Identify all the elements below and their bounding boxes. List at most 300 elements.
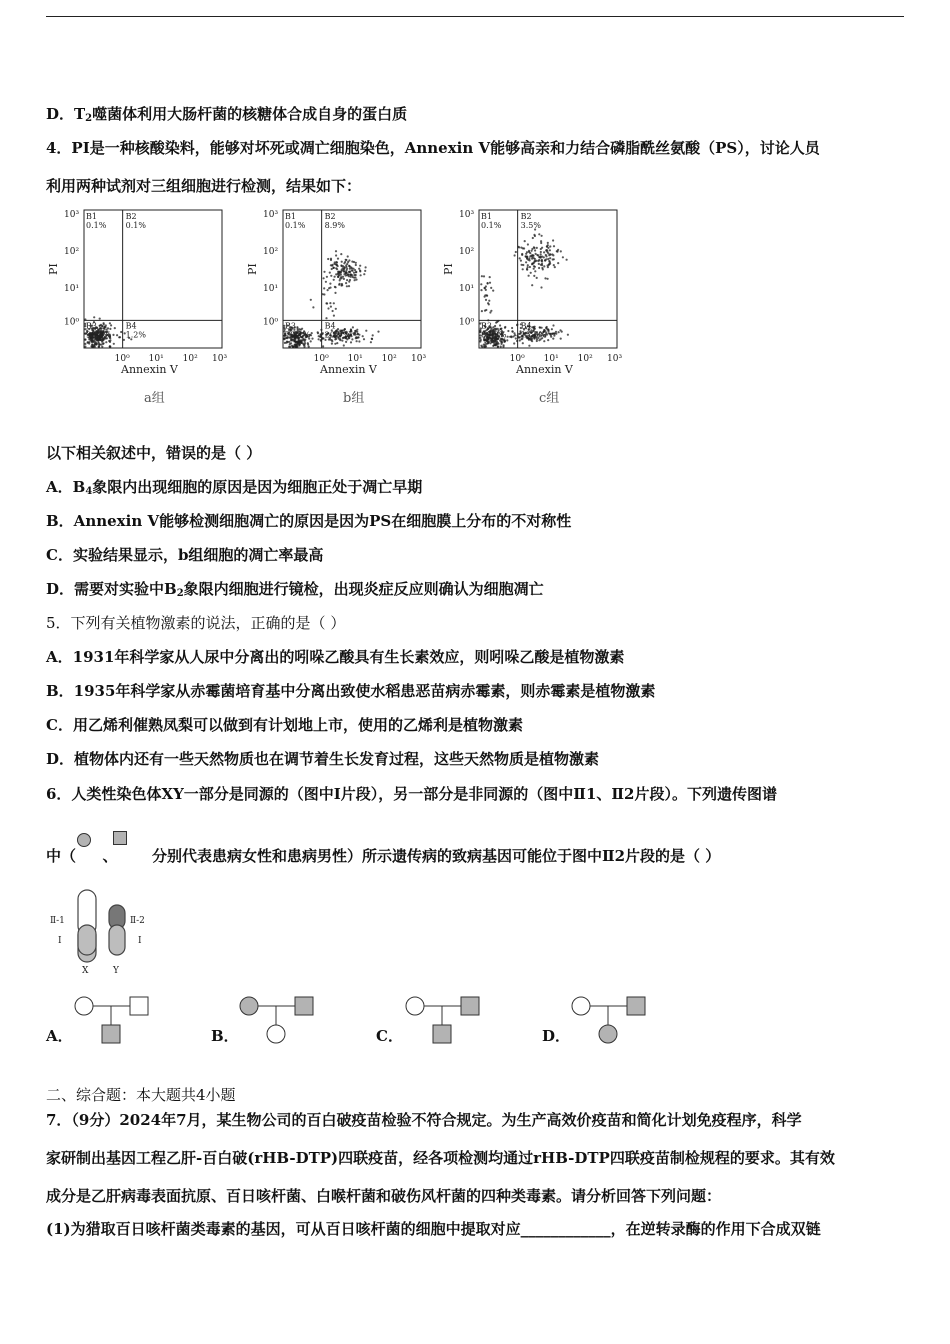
quadrant-b2-label: B2 [520, 212, 532, 221]
data-point [98, 342, 100, 344]
q4-stem: 以下相关叙述中，错误的是（ ） [46, 444, 262, 462]
data-point [346, 274, 348, 276]
data-point [540, 286, 542, 288]
pedigree-a [72, 994, 152, 1046]
data-point [105, 341, 107, 343]
data-point [337, 258, 339, 260]
label-y: Y [113, 966, 119, 976]
data-point [538, 233, 540, 235]
quadrant-b3-label: B3 [481, 321, 492, 331]
data-point [329, 302, 331, 304]
data-point [296, 343, 298, 345]
plot-caption: a组 [144, 391, 165, 406]
data-point [519, 339, 521, 341]
y-chromosome [109, 905, 125, 955]
quadrant-b3-value: 80.9% [481, 330, 507, 340]
q5-option-b: B．1935年科学家从赤霉菌培育基中分离出致使水稻患恶苗病赤霉素，则赤霉素是植物激素 [46, 682, 656, 700]
data-point [550, 336, 552, 338]
data-point [557, 262, 559, 264]
x-tick-label: 10⁰ [313, 354, 329, 364]
quadrant-b1-label: B1 [86, 212, 97, 221]
y-axis-label: PI [442, 263, 455, 275]
pedigree-option-d-label: D． [542, 1027, 571, 1045]
data-point [354, 279, 356, 281]
data-point [352, 332, 354, 334]
q6-line-1: 6．人类性染色体XY一部分是同源的（图中Ⅰ片段），另一部分是非同源的（图中Ⅱ1、Ⅱ2片段）。下列遗传图谱 [46, 785, 777, 803]
affected-male-symbol-icon [112, 830, 128, 846]
q7-line-4: (1)为猎取百日咳杆菌类毒素的基因，可从百日咳杆菌的细胞中提取对应____________，在逆转录酶的作用下合成双链 [46, 1220, 821, 1238]
x-axis-label: Annexin V [320, 363, 377, 376]
data-point [529, 252, 531, 254]
data-point [344, 261, 346, 263]
data-point [485, 339, 487, 341]
data-point [538, 339, 540, 341]
y-tick-label: 10³ [263, 210, 279, 220]
data-point [343, 268, 345, 270]
data-point [547, 339, 549, 341]
data-point [511, 336, 513, 338]
data-point [323, 287, 325, 289]
data-point [547, 252, 549, 254]
x-tick-label: 10² [381, 354, 397, 364]
data-point [488, 300, 490, 302]
data-point [341, 277, 343, 279]
data-point [552, 258, 554, 260]
data-point [547, 258, 549, 260]
data-point [355, 262, 357, 264]
data-point [338, 284, 340, 286]
data-point [545, 255, 547, 257]
quadrant-b4-value: 15.5% [520, 330, 547, 340]
data-point [480, 283, 482, 285]
data-point [541, 263, 543, 265]
label-II-1: Ⅱ-1 [50, 916, 65, 926]
data-point [339, 271, 341, 273]
data-point [514, 254, 516, 256]
data-point [290, 342, 292, 344]
q7-line-1: 7．（9分）2024年7月，某生物公司的百白破疫苗检验不符合规定。为生产高效价疫苗和简化计划免疫程序，科学 [46, 1111, 802, 1129]
data-point [552, 239, 554, 241]
data-point [312, 306, 314, 308]
data-point [333, 315, 335, 317]
data-point [349, 268, 351, 270]
data-point [100, 343, 102, 345]
data-point [84, 343, 86, 345]
data-point [484, 339, 486, 341]
top-rule [46, 16, 904, 17]
q4-line-1: 4．PI是一种核酸染料，能够对坏死或凋亡细胞染色，Annexin V能够高亲和力结合磷脂酰丝氨酸（PS），讨论人员 [46, 139, 820, 157]
data-point [335, 308, 337, 310]
data-point [484, 296, 486, 298]
data-point [365, 330, 367, 332]
data-point [345, 259, 347, 261]
data-point [93, 316, 95, 318]
data-point [542, 268, 544, 270]
data-point [526, 268, 528, 270]
data-point [352, 326, 354, 328]
data-point [556, 251, 558, 253]
data-point [348, 259, 350, 261]
data-point [553, 335, 555, 337]
data-point [547, 278, 549, 280]
data-point [103, 327, 105, 329]
data-point [530, 272, 532, 274]
data-point [300, 341, 302, 343]
data-point [551, 253, 553, 255]
quadrant-b2-value: 0.1% [125, 221, 146, 230]
data-point [327, 307, 329, 309]
q4-option-b: B．Annexin V能够检测细胞凋亡的原因是因为PS在细胞膜上分布的不对称性 [46, 512, 572, 530]
data-point [358, 334, 360, 336]
x-tick-label: 10¹ [543, 354, 559, 364]
data-point [343, 270, 345, 272]
y-axis-label: PI [246, 263, 259, 275]
y-tick-label: 10² [64, 247, 80, 257]
data-point [534, 258, 536, 260]
data-point [107, 327, 109, 329]
q7-line-2: 家研制出基因工程乙肝-百白破(rHB-DTP)四联疫苗，经各项检测均通过rHB-DTP四联疫苗制检规程的要求。其有效 [46, 1149, 835, 1167]
data-point [507, 330, 509, 332]
data-point [341, 261, 343, 263]
data-point [531, 340, 533, 342]
data-point [363, 273, 365, 275]
data-point [495, 343, 497, 345]
data-point [110, 324, 112, 326]
data-point [310, 340, 312, 342]
y-tick-label: 10⁰ [64, 317, 80, 328]
pedigree-c [403, 994, 483, 1046]
data-point [337, 276, 339, 278]
pedigree-option-a-label: A． [46, 1027, 73, 1045]
data-point [332, 310, 334, 312]
data-point [485, 289, 487, 291]
data-point [362, 335, 364, 337]
flow-plot-c [442, 210, 622, 406]
data-point [515, 251, 517, 253]
data-point [555, 331, 557, 333]
data-point [529, 255, 531, 257]
data-point [525, 253, 527, 255]
data-point [335, 250, 337, 252]
data-point [522, 342, 524, 344]
data-point [351, 338, 353, 340]
data-point [372, 334, 374, 336]
data-point [109, 322, 111, 324]
data-point [525, 261, 527, 263]
data-point [507, 336, 509, 338]
data-point [365, 266, 367, 268]
quadrant-b3-value: 98.6% [86, 330, 112, 340]
data-point [549, 257, 551, 259]
data-point [511, 330, 513, 332]
data-point [335, 254, 337, 256]
data-point [522, 268, 524, 270]
data-point [346, 279, 348, 281]
data-point [360, 274, 362, 276]
data-point [99, 325, 101, 327]
data-point [562, 256, 564, 258]
data-point [343, 344, 345, 346]
data-point [377, 331, 379, 333]
data-point [533, 246, 535, 248]
data-point [323, 271, 325, 273]
data-point [345, 269, 347, 271]
data-point [533, 275, 535, 277]
data-point [551, 328, 553, 330]
data-point [304, 340, 306, 342]
data-point [534, 270, 536, 272]
data-point [513, 342, 515, 344]
section-2-heading: 二、综合题：本大题共4小题 [46, 1086, 236, 1104]
quadrant-b4-label: B4 [125, 321, 137, 331]
data-point [540, 251, 542, 253]
data-point [88, 342, 90, 344]
data-point [524, 240, 526, 242]
data-point [349, 279, 351, 281]
data-point [334, 292, 336, 294]
data-point [531, 248, 533, 250]
data-point [522, 247, 524, 249]
data-point [540, 242, 542, 244]
option-d-previous: D．$T_2$噬菌体利用大肠杆菌的核糖体合成自身的蛋白质 [46, 105, 408, 124]
data-point [334, 343, 336, 345]
plot-caption: c组 [539, 391, 560, 406]
data-point [327, 289, 329, 291]
q5-stem: 5．下列有关植物激素的说法，正确的是（ ） [46, 614, 346, 632]
flow-cytometry-figure [46, 205, 646, 420]
data-point [333, 263, 335, 265]
data-point [349, 271, 351, 273]
quadrant-b1-value: 0.1% [285, 221, 306, 230]
x-tick-label: 10² [182, 354, 198, 364]
data-point [299, 343, 301, 345]
quadrant-b1-label: B1 [481, 212, 492, 221]
data-point [329, 283, 331, 285]
data-point [522, 264, 524, 266]
data-point [285, 342, 287, 344]
data-point [345, 282, 347, 284]
data-point [525, 256, 527, 258]
data-point [333, 279, 335, 281]
data-point [355, 271, 357, 273]
data-point [489, 282, 491, 284]
data-point [483, 275, 485, 277]
data-point [549, 261, 551, 263]
pedigree-b [237, 994, 317, 1046]
data-point [536, 277, 538, 279]
data-point [489, 276, 491, 278]
y-tick-label: 10² [459, 247, 475, 257]
quadrant-b1-value: 0.1% [86, 221, 107, 230]
data-point [533, 326, 535, 328]
x-tick-label: 10³ [607, 354, 623, 364]
data-point [289, 346, 291, 348]
data-point [109, 339, 111, 341]
data-point [490, 287, 492, 289]
data-point [103, 342, 105, 344]
quadrant-b3-value: 70.1% [285, 330, 311, 340]
data-point [485, 299, 487, 301]
data-point [350, 333, 352, 335]
data-point [487, 342, 489, 344]
data-point [354, 274, 356, 276]
data-point [335, 261, 337, 263]
data-point [547, 329, 549, 331]
flow-plot-a [47, 210, 227, 406]
data-point [531, 284, 533, 286]
data-point [331, 265, 333, 267]
data-point [296, 346, 298, 348]
data-point [531, 263, 533, 265]
data-point [343, 278, 345, 280]
data-point [534, 260, 536, 262]
data-point [92, 346, 94, 348]
data-point [295, 341, 297, 343]
data-point [335, 286, 337, 288]
data-point [325, 317, 327, 319]
q5-option-d: D．植物体内还有一些天然物质也在调节着生长发育过程，这些天然物质是植物激素 [46, 750, 600, 768]
flow-plots-svg [46, 205, 646, 420]
x-tick-label: 10⁰ [509, 354, 525, 364]
data-point [526, 258, 528, 260]
data-point [481, 275, 483, 277]
quadrant-b3-label: B3 [285, 321, 296, 331]
data-point [311, 338, 313, 340]
data-point [326, 276, 328, 278]
quadrant-b3-label: B3 [86, 321, 97, 331]
data-point [288, 341, 290, 343]
data-point [548, 332, 550, 334]
data-point [559, 329, 561, 331]
data-point [514, 334, 516, 336]
data-point [520, 260, 522, 262]
data-point [500, 346, 502, 348]
q7-line-3: 成分是乙肝病毒表面抗原、百日咳杆菌、白喉杆菌和破伤风杆菌的四种类毒素。请分析回答下列问题： [46, 1187, 722, 1205]
data-point [547, 247, 549, 249]
data-point [317, 332, 319, 334]
q4-option-d: D．需要对实验中$B_2$象限内细胞进行镜检，出现炎症反应则确认为细胞凋亡 [46, 580, 544, 599]
data-point [492, 290, 494, 292]
data-point [481, 310, 483, 312]
quadrant-b4-label: B4 [520, 321, 532, 331]
data-point [329, 272, 331, 274]
label-II-2: Ⅱ-2 [130, 916, 145, 926]
data-point [329, 287, 331, 289]
data-point [484, 310, 486, 312]
data-point [358, 340, 360, 342]
data-point [341, 269, 343, 271]
data-point [109, 346, 111, 348]
data-point [543, 265, 545, 267]
data-point [99, 318, 101, 320]
data-point [356, 340, 358, 342]
data-point [302, 339, 304, 341]
data-point [92, 340, 94, 342]
data-point [545, 258, 547, 260]
data-point [539, 326, 541, 328]
data-point [544, 277, 546, 279]
x-chromosome [78, 890, 96, 962]
data-point [98, 346, 100, 348]
data-point [511, 327, 513, 329]
data-point [352, 270, 354, 272]
data-point [103, 323, 105, 325]
data-point [358, 268, 360, 270]
data-point [548, 254, 550, 256]
affected-female-symbol-icon [76, 832, 92, 848]
data-point [527, 264, 529, 266]
data-point [370, 341, 372, 343]
data-point [356, 329, 358, 331]
data-point [552, 333, 554, 335]
data-point [533, 268, 535, 270]
q4-line-2: 利用两种试剂对三组细胞进行检测，结果如下： [46, 177, 362, 195]
data-point [355, 337, 357, 339]
quadrant-b2-value: 3.5% [520, 221, 541, 230]
data-point [359, 270, 361, 272]
data-point [333, 302, 335, 304]
x-tick-label: 10¹ [347, 354, 363, 364]
pedigree-d [569, 994, 649, 1046]
data-point [555, 333, 557, 335]
data-point [487, 282, 489, 284]
data-point [346, 263, 348, 265]
y-tick-label: 10¹ [263, 284, 279, 294]
x-tick-label: 10⁰ [114, 354, 130, 364]
data-point [543, 256, 545, 258]
data-point [120, 331, 122, 333]
data-point [540, 253, 542, 255]
data-point [566, 259, 568, 261]
quadrant-b1-label: B1 [285, 212, 296, 221]
data-point [346, 285, 348, 287]
data-point [533, 265, 535, 267]
y-tick-label: 10³ [64, 210, 80, 220]
data-point [340, 253, 342, 255]
data-point [540, 248, 542, 250]
x-tick-label: 10² [577, 354, 593, 364]
data-point [519, 257, 521, 259]
data-point [527, 243, 529, 245]
x-axis-label: Annexin V [121, 363, 178, 376]
data-point [529, 259, 531, 261]
data-point [560, 338, 562, 340]
data-point [334, 276, 336, 278]
data-point [506, 339, 508, 341]
data-point [552, 324, 554, 326]
data-point [101, 346, 103, 348]
xy-chromosome-diagram [46, 885, 166, 980]
data-point [558, 331, 560, 333]
quadrant-b2-value: 8.9% [324, 221, 345, 230]
q6-line-2: 中（ 、 分别代表患病女性和患病男性）所示遗传病的致病基因可能位于图中Ⅱ2片段的是（ ） [46, 847, 721, 865]
y-tick-label: 10¹ [64, 284, 80, 294]
data-point [548, 263, 550, 265]
data-point [308, 346, 310, 348]
data-point [496, 321, 498, 323]
data-point [84, 346, 86, 348]
flow-plot-b [246, 210, 426, 406]
data-point [358, 336, 360, 338]
data-point [340, 284, 342, 286]
data-point [538, 267, 540, 269]
data-point [528, 257, 530, 259]
data-point [299, 339, 301, 341]
y-tick-label: 10¹ [459, 284, 475, 294]
data-point [534, 235, 536, 237]
data-point [325, 281, 327, 283]
data-point [113, 343, 115, 345]
